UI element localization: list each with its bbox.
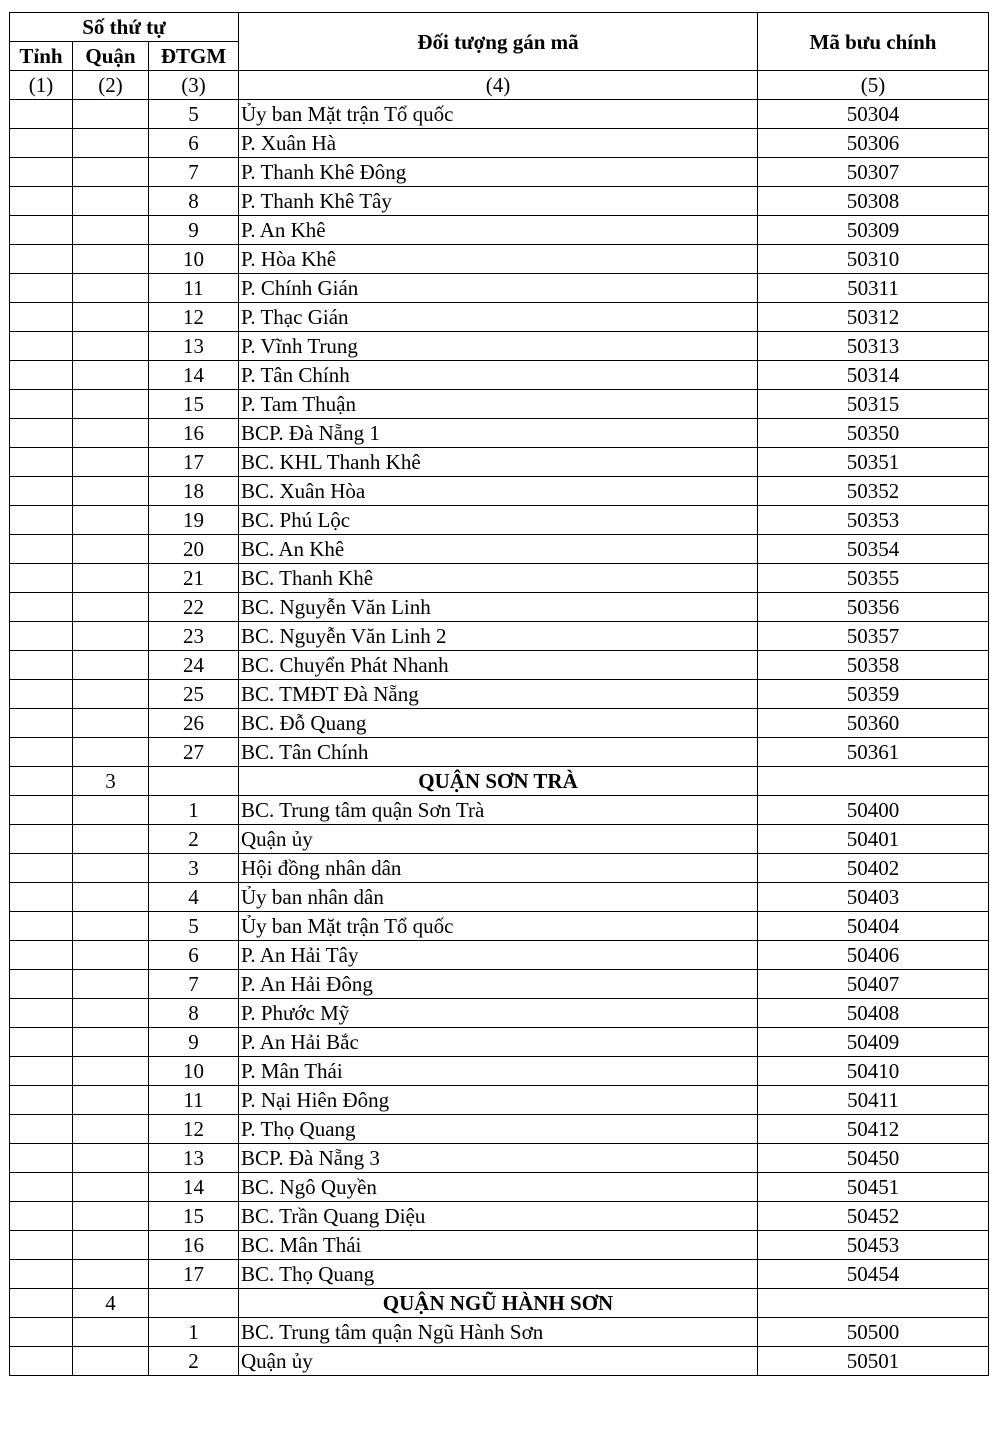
cell-dtgm: 5 bbox=[149, 100, 239, 129]
table-row bbox=[10, 622, 989, 651]
cell-object: BC. Trung tâm quận Ngũ Hành Sơn bbox=[239, 1318, 758, 1347]
cell-tinh bbox=[10, 622, 73, 651]
cell-object: BC. Nguyễn Văn Linh 2 bbox=[239, 622, 758, 651]
cell-quan bbox=[73, 883, 149, 912]
table-row bbox=[10, 361, 989, 390]
cell-quan bbox=[73, 129, 149, 158]
cell-postcode: 50361 bbox=[758, 738, 989, 767]
cell-tinh bbox=[10, 187, 73, 216]
table-row bbox=[10, 535, 989, 564]
cell-postcode: 50357 bbox=[758, 622, 989, 651]
cell-tinh bbox=[10, 767, 73, 796]
cell-object: P. Tam Thuận bbox=[239, 390, 758, 419]
cell-object: P. Thanh Khê Đông bbox=[239, 158, 758, 187]
header-num-3: (3) bbox=[149, 71, 239, 100]
cell-dtgm: 14 bbox=[149, 1173, 239, 1202]
cell-dtgm: 10 bbox=[149, 245, 239, 274]
cell-dtgm: 11 bbox=[149, 274, 239, 303]
header-postcode: Mã bưu chính bbox=[758, 13, 989, 71]
cell-postcode: 50309 bbox=[758, 216, 989, 245]
cell-object: P. Vĩnh Trung bbox=[239, 332, 758, 361]
cell-tinh bbox=[10, 274, 73, 303]
cell-quan bbox=[73, 390, 149, 419]
cell-postcode: 50404 bbox=[758, 912, 989, 941]
cell-object: Quận ủy bbox=[239, 1347, 758, 1376]
cell-postcode: 50310 bbox=[758, 245, 989, 274]
cell-postcode: 50450 bbox=[758, 1144, 989, 1173]
cell-postcode: 50306 bbox=[758, 129, 989, 158]
cell-postcode bbox=[758, 1289, 989, 1318]
cell-quan bbox=[73, 1231, 149, 1260]
cell-object: P. Hòa Khê bbox=[239, 245, 758, 274]
cell-postcode bbox=[758, 767, 989, 796]
postcode-table bbox=[9, 12, 989, 1376]
cell-quan bbox=[73, 593, 149, 622]
cell-dtgm: 10 bbox=[149, 1057, 239, 1086]
table-row bbox=[10, 970, 989, 999]
section-row bbox=[10, 767, 989, 796]
cell-object: P. An Hải Tây bbox=[239, 941, 758, 970]
cell-object: BC. Chuyển Phát Nhanh bbox=[239, 651, 758, 680]
cell-dtgm: 20 bbox=[149, 535, 239, 564]
cell-object: BC. Thọ Quang bbox=[239, 1260, 758, 1289]
table-row bbox=[10, 390, 989, 419]
cell-postcode: 50308 bbox=[758, 187, 989, 216]
cell-quan bbox=[73, 1202, 149, 1231]
table-row bbox=[10, 100, 989, 129]
cell-postcode: 50409 bbox=[758, 1028, 989, 1057]
cell-postcode: 50350 bbox=[758, 419, 989, 448]
cell-postcode: 50355 bbox=[758, 564, 989, 593]
table-row bbox=[10, 216, 989, 245]
table-row bbox=[10, 1231, 989, 1260]
cell-object: P. Thạc Gián bbox=[239, 303, 758, 332]
cell-quan bbox=[73, 303, 149, 332]
cell-quan bbox=[73, 216, 149, 245]
cell-postcode: 50360 bbox=[758, 709, 989, 738]
cell-object: Quận ủy bbox=[239, 825, 758, 854]
cell-tinh bbox=[10, 1028, 73, 1057]
cell-postcode: 50453 bbox=[758, 1231, 989, 1260]
cell-postcode: 50356 bbox=[758, 593, 989, 622]
table-row bbox=[10, 187, 989, 216]
cell-quan bbox=[73, 1144, 149, 1173]
cell-tinh bbox=[10, 796, 73, 825]
cell-dtgm: 6 bbox=[149, 129, 239, 158]
section-title: QUẬN SƠN TRÀ bbox=[239, 767, 758, 796]
cell-quan bbox=[73, 1260, 149, 1289]
cell-object: P. Xuân Hà bbox=[239, 129, 758, 158]
cell-postcode: 50501 bbox=[758, 1347, 989, 1376]
cell-quan bbox=[73, 332, 149, 361]
cell-tinh bbox=[10, 332, 73, 361]
table-row bbox=[10, 854, 989, 883]
cell-postcode: 50410 bbox=[758, 1057, 989, 1086]
table-row bbox=[10, 1057, 989, 1086]
cell-dtgm: 2 bbox=[149, 825, 239, 854]
cell-quan bbox=[73, 680, 149, 709]
cell-object: P. An Hải Bắc bbox=[239, 1028, 758, 1057]
table-row bbox=[10, 912, 989, 941]
cell-quan bbox=[73, 506, 149, 535]
cell-object: P. Tân Chính bbox=[239, 361, 758, 390]
cell-tinh bbox=[10, 303, 73, 332]
cell-tinh bbox=[10, 1173, 73, 1202]
cell-quan bbox=[73, 1028, 149, 1057]
cell-object: BC. TMĐT Đà Nẵng bbox=[239, 680, 758, 709]
cell-quan bbox=[73, 419, 149, 448]
cell-dtgm: 15 bbox=[149, 1202, 239, 1231]
cell-postcode: 50351 bbox=[758, 448, 989, 477]
cell-postcode: 50314 bbox=[758, 361, 989, 390]
cell-object: Hội đồng nhân dân bbox=[239, 854, 758, 883]
cell-tinh bbox=[10, 1202, 73, 1231]
cell-quan bbox=[73, 912, 149, 941]
table-row bbox=[10, 1115, 989, 1144]
cell-object: P. Thanh Khê Tây bbox=[239, 187, 758, 216]
cell-postcode: 50311 bbox=[758, 274, 989, 303]
cell-dtgm: 23 bbox=[149, 622, 239, 651]
cell-dtgm: 3 bbox=[149, 854, 239, 883]
cell-quan bbox=[73, 970, 149, 999]
cell-dtgm: 2 bbox=[149, 1347, 239, 1376]
cell-object: BCP. Đà Nẵng 1 bbox=[239, 419, 758, 448]
cell-dtgm: 12 bbox=[149, 303, 239, 332]
cell-postcode: 50352 bbox=[758, 477, 989, 506]
cell-quan bbox=[73, 651, 149, 680]
cell-dtgm: 21 bbox=[149, 564, 239, 593]
cell-dtgm: 5 bbox=[149, 912, 239, 941]
cell-tinh bbox=[10, 738, 73, 767]
cell-object: BC. KHL Thanh Khê bbox=[239, 448, 758, 477]
cell-postcode: 50401 bbox=[758, 825, 989, 854]
cell-postcode: 50452 bbox=[758, 1202, 989, 1231]
table-row bbox=[10, 303, 989, 332]
table-row bbox=[10, 1144, 989, 1173]
section-row bbox=[10, 1289, 989, 1318]
cell-object: BC. Đỗ Quang bbox=[239, 709, 758, 738]
table-row bbox=[10, 419, 989, 448]
cell-quan bbox=[73, 622, 149, 651]
cell-tinh bbox=[10, 216, 73, 245]
table-row bbox=[10, 564, 989, 593]
table-row bbox=[10, 1086, 989, 1115]
header-num-2: (2) bbox=[73, 71, 149, 100]
cell-dtgm: 13 bbox=[149, 1144, 239, 1173]
cell-dtgm: 19 bbox=[149, 506, 239, 535]
cell-tinh bbox=[10, 1086, 73, 1115]
cell-dtgm: 18 bbox=[149, 477, 239, 506]
cell-postcode: 50454 bbox=[758, 1260, 989, 1289]
table-row bbox=[10, 477, 989, 506]
cell-postcode: 50359 bbox=[758, 680, 989, 709]
table-row bbox=[10, 825, 989, 854]
cell-quan bbox=[73, 448, 149, 477]
table-row bbox=[10, 1028, 989, 1057]
table-row bbox=[10, 274, 989, 303]
table-body bbox=[10, 100, 989, 1376]
cell-quan bbox=[73, 245, 149, 274]
cell-postcode: 50402 bbox=[758, 854, 989, 883]
cell-tinh bbox=[10, 245, 73, 274]
cell-object: BC. Tân Chính bbox=[239, 738, 758, 767]
header-num-1: (1) bbox=[10, 71, 73, 100]
cell-tinh bbox=[10, 912, 73, 941]
cell-dtgm: 11 bbox=[149, 1086, 239, 1115]
table-row bbox=[10, 448, 989, 477]
cell-dtgm: 24 bbox=[149, 651, 239, 680]
table-row bbox=[10, 651, 989, 680]
table-row bbox=[10, 506, 989, 535]
cell-tinh bbox=[10, 1289, 73, 1318]
cell-dtgm: 7 bbox=[149, 158, 239, 187]
cell-postcode: 50408 bbox=[758, 999, 989, 1028]
cell-dtgm: 1 bbox=[149, 1318, 239, 1347]
cell-tinh bbox=[10, 100, 73, 129]
cell-quan bbox=[73, 825, 149, 854]
cell-tinh bbox=[10, 1347, 73, 1376]
section-title: QUẬN NGŨ HÀNH SƠN bbox=[239, 1289, 758, 1318]
table-row bbox=[10, 1347, 989, 1376]
header-dtgm: ĐTGM bbox=[149, 42, 239, 71]
cell-object: P. An Khê bbox=[239, 216, 758, 245]
cell-dtgm: 4 bbox=[149, 883, 239, 912]
cell-postcode: 50451 bbox=[758, 1173, 989, 1202]
table-row bbox=[10, 1173, 989, 1202]
cell-postcode: 50312 bbox=[758, 303, 989, 332]
table-row bbox=[10, 883, 989, 912]
table-row bbox=[10, 593, 989, 622]
cell-tinh bbox=[10, 1318, 73, 1347]
cell-tinh bbox=[10, 1231, 73, 1260]
table-row bbox=[10, 245, 989, 274]
cell-quan: 4 bbox=[73, 1289, 149, 1318]
cell-tinh bbox=[10, 999, 73, 1028]
cell-object: BC. An Khê bbox=[239, 535, 758, 564]
cell-dtgm: 14 bbox=[149, 361, 239, 390]
table-row bbox=[10, 332, 989, 361]
cell-tinh bbox=[10, 1260, 73, 1289]
cell-dtgm bbox=[149, 1289, 239, 1318]
cell-dtgm bbox=[149, 767, 239, 796]
cell-dtgm: 12 bbox=[149, 1115, 239, 1144]
cell-object: P. Chính Gián bbox=[239, 274, 758, 303]
cell-quan bbox=[73, 100, 149, 129]
cell-postcode: 50313 bbox=[758, 332, 989, 361]
cell-object: P. Mân Thái bbox=[239, 1057, 758, 1086]
cell-postcode: 50315 bbox=[758, 390, 989, 419]
table-row bbox=[10, 129, 989, 158]
cell-postcode: 50358 bbox=[758, 651, 989, 680]
cell-tinh bbox=[10, 1115, 73, 1144]
cell-quan bbox=[73, 1347, 149, 1376]
table-row bbox=[10, 796, 989, 825]
cell-tinh bbox=[10, 361, 73, 390]
cell-dtgm: 9 bbox=[149, 1028, 239, 1057]
cell-object: BC. Thanh Khê bbox=[239, 564, 758, 593]
cell-dtgm: 16 bbox=[149, 1231, 239, 1260]
cell-tinh bbox=[10, 651, 73, 680]
cell-dtgm: 9 bbox=[149, 216, 239, 245]
cell-quan: 3 bbox=[73, 767, 149, 796]
cell-quan bbox=[73, 999, 149, 1028]
table-row bbox=[10, 709, 989, 738]
cell-object: P. Nại Hiên Đông bbox=[239, 1086, 758, 1115]
cell-postcode: 50400 bbox=[758, 796, 989, 825]
table-row bbox=[10, 1318, 989, 1347]
cell-object: BC. Trung tâm quận Sơn Trà bbox=[239, 796, 758, 825]
cell-dtgm: 25 bbox=[149, 680, 239, 709]
cell-quan bbox=[73, 1057, 149, 1086]
cell-tinh bbox=[10, 825, 73, 854]
cell-postcode: 50307 bbox=[758, 158, 989, 187]
cell-tinh bbox=[10, 390, 73, 419]
cell-quan bbox=[73, 535, 149, 564]
cell-dtgm: 8 bbox=[149, 999, 239, 1028]
cell-dtgm: 8 bbox=[149, 187, 239, 216]
cell-postcode: 50304 bbox=[758, 100, 989, 129]
table-row bbox=[10, 158, 989, 187]
cell-quan bbox=[73, 1318, 149, 1347]
cell-quan bbox=[73, 738, 149, 767]
table-row bbox=[10, 1202, 989, 1231]
cell-tinh bbox=[10, 680, 73, 709]
cell-postcode: 50403 bbox=[758, 883, 989, 912]
cell-quan bbox=[73, 564, 149, 593]
table-row bbox=[10, 941, 989, 970]
cell-postcode: 50406 bbox=[758, 941, 989, 970]
cell-quan bbox=[73, 1086, 149, 1115]
table-row bbox=[10, 680, 989, 709]
cell-object: P. An Hải Đông bbox=[239, 970, 758, 999]
cell-quan bbox=[73, 709, 149, 738]
cell-object: BC. Phú Lộc bbox=[239, 506, 758, 535]
cell-object: Ủy ban Mặt trận Tổ quốc bbox=[239, 912, 758, 941]
cell-object: BC. Ngô Quyền bbox=[239, 1173, 758, 1202]
cell-tinh bbox=[10, 941, 73, 970]
cell-object: P. Thọ Quang bbox=[239, 1115, 758, 1144]
cell-tinh bbox=[10, 1144, 73, 1173]
cell-dtgm: 27 bbox=[149, 738, 239, 767]
cell-tinh bbox=[10, 970, 73, 999]
cell-tinh bbox=[10, 535, 73, 564]
cell-object: BCP. Đà Nẵng 3 bbox=[239, 1144, 758, 1173]
cell-postcode: 50353 bbox=[758, 506, 989, 535]
cell-tinh bbox=[10, 448, 73, 477]
header-tinh: Tỉnh bbox=[10, 42, 73, 71]
cell-quan bbox=[73, 477, 149, 506]
header-group-ordinal: Số thứ tự bbox=[10, 13, 239, 42]
cell-dtgm: 22 bbox=[149, 593, 239, 622]
cell-object: BC. Trần Quang Diệu bbox=[239, 1202, 758, 1231]
cell-quan bbox=[73, 361, 149, 390]
cell-tinh bbox=[10, 564, 73, 593]
header-num-5: (5) bbox=[758, 71, 989, 100]
cell-tinh bbox=[10, 593, 73, 622]
cell-tinh bbox=[10, 854, 73, 883]
cell-dtgm: 15 bbox=[149, 390, 239, 419]
table-row bbox=[10, 738, 989, 767]
cell-dtgm: 1 bbox=[149, 796, 239, 825]
cell-quan bbox=[73, 274, 149, 303]
cell-quan bbox=[73, 158, 149, 187]
table-row bbox=[10, 999, 989, 1028]
cell-postcode: 50354 bbox=[758, 535, 989, 564]
cell-dtgm: 7 bbox=[149, 970, 239, 999]
cell-tinh bbox=[10, 158, 73, 187]
cell-object: Ủy ban Mặt trận Tổ quốc bbox=[239, 100, 758, 129]
cell-object: P. Phước Mỹ bbox=[239, 999, 758, 1028]
cell-object: Ủy ban nhân dân bbox=[239, 883, 758, 912]
cell-postcode: 50411 bbox=[758, 1086, 989, 1115]
header-num-4: (4) bbox=[239, 71, 758, 100]
cell-quan bbox=[73, 1115, 149, 1144]
cell-tinh bbox=[10, 883, 73, 912]
cell-tinh bbox=[10, 506, 73, 535]
cell-quan bbox=[73, 941, 149, 970]
cell-dtgm: 16 bbox=[149, 419, 239, 448]
cell-tinh bbox=[10, 709, 73, 738]
header-object: Đối tượng gán mã bbox=[239, 13, 758, 71]
table-row bbox=[10, 1260, 989, 1289]
cell-object: BC. Mân Thái bbox=[239, 1231, 758, 1260]
cell-quan bbox=[73, 187, 149, 216]
cell-postcode: 50412 bbox=[758, 1115, 989, 1144]
cell-dtgm: 26 bbox=[149, 709, 239, 738]
cell-quan bbox=[73, 1173, 149, 1202]
cell-dtgm: 17 bbox=[149, 1260, 239, 1289]
cell-tinh bbox=[10, 1057, 73, 1086]
cell-dtgm: 17 bbox=[149, 448, 239, 477]
cell-tinh bbox=[10, 419, 73, 448]
cell-postcode: 50500 bbox=[758, 1318, 989, 1347]
cell-postcode: 50407 bbox=[758, 970, 989, 999]
cell-object: BC. Xuân Hòa bbox=[239, 477, 758, 506]
header-quan: Quận bbox=[73, 42, 149, 71]
cell-tinh bbox=[10, 477, 73, 506]
cell-tinh bbox=[10, 129, 73, 158]
cell-dtgm: 13 bbox=[149, 332, 239, 361]
cell-quan bbox=[73, 796, 149, 825]
cell-object: BC. Nguyễn Văn Linh bbox=[239, 593, 758, 622]
cell-dtgm: 6 bbox=[149, 941, 239, 970]
cell-quan bbox=[73, 854, 149, 883]
